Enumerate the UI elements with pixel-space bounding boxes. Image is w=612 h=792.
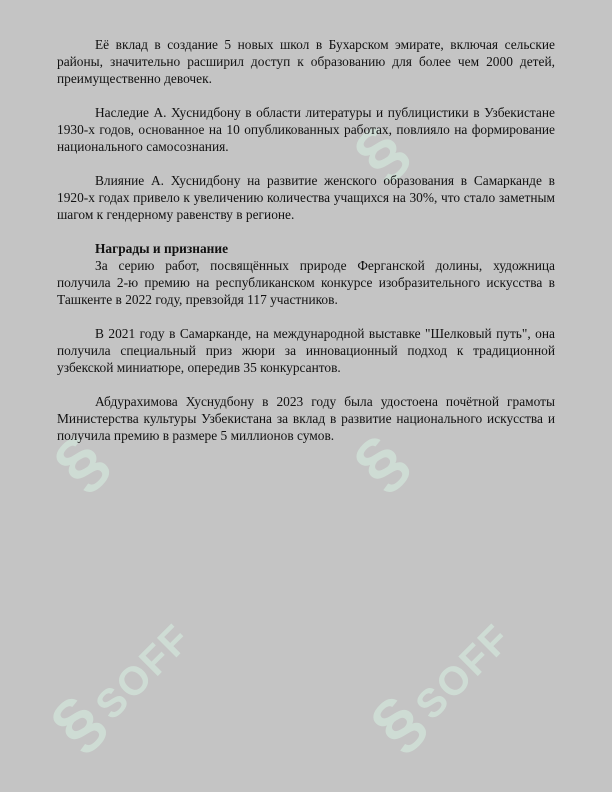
watermark-logo: §SOFF <box>355 615 520 765</box>
paragraph: В 2021 году в Самарканде, на международной выставке "Шелковый путь", она получила специальный приз жюри за инновационный подход к традиционной узбекской миниатюре, опередив 35 конкурсантов. <box>57 326 555 375</box>
paragraph: Абдурахимова Хуснудбону в 2023 году была удостоена почётной грамоты Министерства культуры Узбекистана за вклад в развитие национального искусства и получила премию в размере 5 миллионов сумов. <box>57 394 555 443</box>
watermark-logo: § <box>339 109 424 194</box>
paragraph: Влияние А. Хуснидбону на развитие женского образования в Самарканде в 1920-х годах привело к увеличению количества учащихся на 30%, что стало заметным шагом к гендерному равенству в регионе. <box>57 173 555 222</box>
watermark-logo: §SOFF <box>35 615 200 765</box>
paragraph: За серию работ, посвящённых природе Ферганской долины, художница получила 2-ю премию на республиканском конкурсе изобразительного искусства в Ташкенте в 2022 году, превзойдя 117 участников. <box>57 258 555 307</box>
watermark-logo: § <box>339 419 424 504</box>
paragraph: Наследие А. Хуснидбону в области литературы и публицистики в Узбекистане 1930-х годов, основанное на 10 опубликованных работах, повлияло на формирование национального самосознания. <box>57 105 555 154</box>
section-heading: Награды и признание <box>95 241 229 256</box>
paragraph: Её вклад в создание 5 новых школ в Бухарском эмирате, включая сельские районы, значительно расширил доступ к образованию для более чем 2000 детей, преимущественно девочек. <box>57 37 555 86</box>
watermark-logo: § <box>39 419 124 504</box>
document-body <box>57 36 555 461</box>
